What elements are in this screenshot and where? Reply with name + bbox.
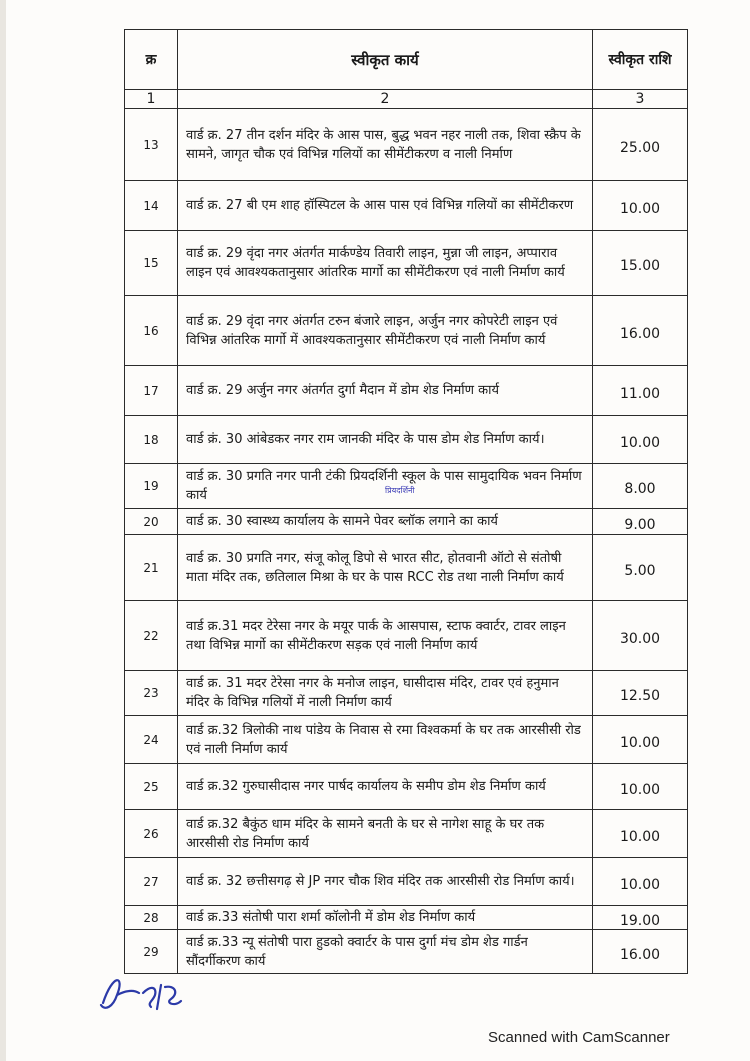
signature <box>95 963 205 1027</box>
row-sn: 22 <box>125 601 178 671</box>
table-row <box>125 858 688 906</box>
row-sn: 15 <box>125 231 178 296</box>
works-table <box>124 29 688 974</box>
row-description: वार्ड क्र.31 मदर टेरेसा नगर के मयूर पार्क के आसपास, स्टाफ क्वार्टर, टावर लाइन तथा विभिन्न मार्गो का सीमेंटीकरण सड़क एवं नाली निर्माण कार्य <box>178 601 593 671</box>
row-sn: 19 <box>125 464 178 509</box>
row-amount: 9.00 <box>593 509 688 535</box>
header-work: स्वीकृत कार्य <box>178 30 593 90</box>
row-description: वार्ड क्र. 29 अर्जुन नगर अंतर्गत दुर्गा मैदान में डोम शेड निर्माण कार्य <box>178 366 593 416</box>
table-row <box>125 231 688 296</box>
table-row <box>125 509 688 535</box>
row-amount: 11.00 <box>593 366 688 416</box>
row-amount: 12.50 <box>593 671 688 716</box>
table-row <box>125 671 688 716</box>
row-sn: 25 <box>125 764 178 810</box>
row-sn: 26 <box>125 810 178 858</box>
row-description: वार्ड क्र. 30 प्रगति नगर, संजू कोलू डिपो से भारत सीट, होतवानी ऑटो से संतोषी माता मंदिर तक, छतिलाल मिश्रा के घर के पास RCC रोड तथा नाली निर्माण कार्य <box>178 535 593 601</box>
table-row <box>125 930 688 974</box>
row-sn: 16 <box>125 296 178 366</box>
row-amount: 10.00 <box>593 810 688 858</box>
row-amount: 10.00 <box>593 858 688 906</box>
header-sn: क्र <box>125 30 178 90</box>
row-description: वार्ड क्र. 29 वृंदा नगर अंतर्गत टरुन बंजारे लाइन, अर्जुन नगर कोपरेटी लाइन एवं विभिन्न आंतरिक मार्गो में आवश्यकतानुसार सीमेंटीकरण एवं नाली निर्माण कार्य <box>178 296 593 366</box>
scan-edge-shadow <box>0 0 6 1061</box>
row-amount: 15.00 <box>593 231 688 296</box>
row-sn: 23 <box>125 671 178 716</box>
signature-mark-icon <box>95 963 205 1023</box>
table-row <box>125 906 688 930</box>
row-sn: 27 <box>125 858 178 906</box>
scanner-watermark: Scanned with CamScanner <box>488 1029 670 1046</box>
row-description: वार्ड क्र. 30 स्वास्थ्य कार्यालय के सामने पेवर ब्लॉक लगाने का कार्य <box>178 509 593 535</box>
row-description: वार्ड क्र. 31 मदर टेरेसा नगर के मनोज लाइन, घासीदास मंदिर, टावर एवं हनुमान मंदिर के विभिन्न गलियों में नाली निर्माण कार्य <box>178 671 593 716</box>
row-description: वार्ड क्र.32 त्रिलोकी नाथ पांडेय के निवास से रमा विश्वकर्मा के घर तक आरसीसी रोड एवं नाली निर्माण कार्य <box>178 716 593 764</box>
row-amount: 16.00 <box>593 930 688 974</box>
row-description: वार्ड क्र.33 संतोषी पारा शर्मा कॉलोनी में डोम शेड निर्माण कार्य <box>178 906 593 930</box>
table-row <box>125 810 688 858</box>
row-sn: 29 <box>125 930 178 974</box>
row-sn: 13 <box>125 109 178 181</box>
table-row <box>125 764 688 810</box>
row-description: वार्ड क्र.33 न्यू संतोषी पारा हुडको क्वार्टर के पास दुर्गा मंच डोम शेड गार्डन सौंदर्गीकरण कार्य <box>178 930 593 974</box>
column-number-1: 1 <box>125 90 178 109</box>
row-amount: 10.00 <box>593 764 688 810</box>
row-description: वार्ड क्र.32 बैकुंठ धाम मंदिर के सामने बनती के घर से नागेश साहू के घर तक आरसीसी रोड निर्माण कार्य <box>178 810 593 858</box>
row-description: वार्ड क्र. 32 छत्तीसगढ़ से JP नगर चौक शिव मंदिर तक आरसीसी रोड निर्माण कार्य। <box>178 858 593 906</box>
table-row <box>125 716 688 764</box>
row-sn: 20 <box>125 509 178 535</box>
row-description: वार्ड क्र.32 गुरुघासीदास नगर पार्षद कार्यालय के समीप डोम शेड निर्माण कार्य <box>178 764 593 810</box>
row-description: वार्ड क्र. 27 बी एम शाह हॉस्पिटल के आस पास एवं विभिन्न गलियों का सीमेंटीकरण <box>178 181 593 231</box>
handwritten-correction: प्रियदर्शिनी <box>385 486 415 495</box>
row-description: वार्ड क्र. 30 प्रगति नगर पानी टंकी प्रियदर्शिनी स्कूल के पास सामुदायिक भवन निर्माण कार्य <box>178 464 593 509</box>
table-row <box>125 601 688 671</box>
table-row <box>125 181 688 231</box>
table-row <box>125 535 688 601</box>
row-sn: 14 <box>125 181 178 231</box>
row-amount: 10.00 <box>593 181 688 231</box>
row-amount: 25.00 <box>593 109 688 181</box>
header-amount: स्वीकृत राशि <box>593 30 688 90</box>
table-row <box>125 366 688 416</box>
row-sn: 17 <box>125 366 178 416</box>
header-row <box>125 30 688 90</box>
row-sn: 28 <box>125 906 178 930</box>
row-amount: 5.00 <box>593 535 688 601</box>
row-amount: 30.00 <box>593 601 688 671</box>
row-description: वार्ड क्र. 27 तीन दर्शन मंदिर के आस पास, बुद्ध भवन नहर नाली तक, शिवा स्क्रैप के सामने, जागृत चौक एवं विभिन्न गलियों का सीमेंटीकरण व नाली निर्माण <box>178 109 593 181</box>
row-sn: 21 <box>125 535 178 601</box>
column-number-row <box>125 90 688 109</box>
row-amount: 10.00 <box>593 416 688 464</box>
row-description: वार्ड क्र. 29 वृंदा नगर अंतर्गत मार्कण्डेय तिवारी लाइन, मुन्ना जी लाइन, अप्पाराव लाइन एवं आवश्यकतानुसार आंतरिक मार्गो का सीमेंटीकरण एवं नाली निर्माण कार्य <box>178 231 593 296</box>
column-number-2: 2 <box>178 90 593 109</box>
row-description: वार्ड क्रं. 30 आंबेडकर नगर राम जानकी मंदिर के पास डोम शेड निर्माण कार्य। <box>178 416 593 464</box>
row-sn: 18 <box>125 416 178 464</box>
table-row <box>125 296 688 366</box>
row-amount: 16.00 <box>593 296 688 366</box>
column-number-3: 3 <box>593 90 688 109</box>
row-sn: 24 <box>125 716 178 764</box>
table-row <box>125 416 688 464</box>
row-amount: 10.00 <box>593 716 688 764</box>
table-row <box>125 109 688 181</box>
row-amount: 8.00 <box>593 464 688 509</box>
row-amount: 19.00 <box>593 906 688 930</box>
